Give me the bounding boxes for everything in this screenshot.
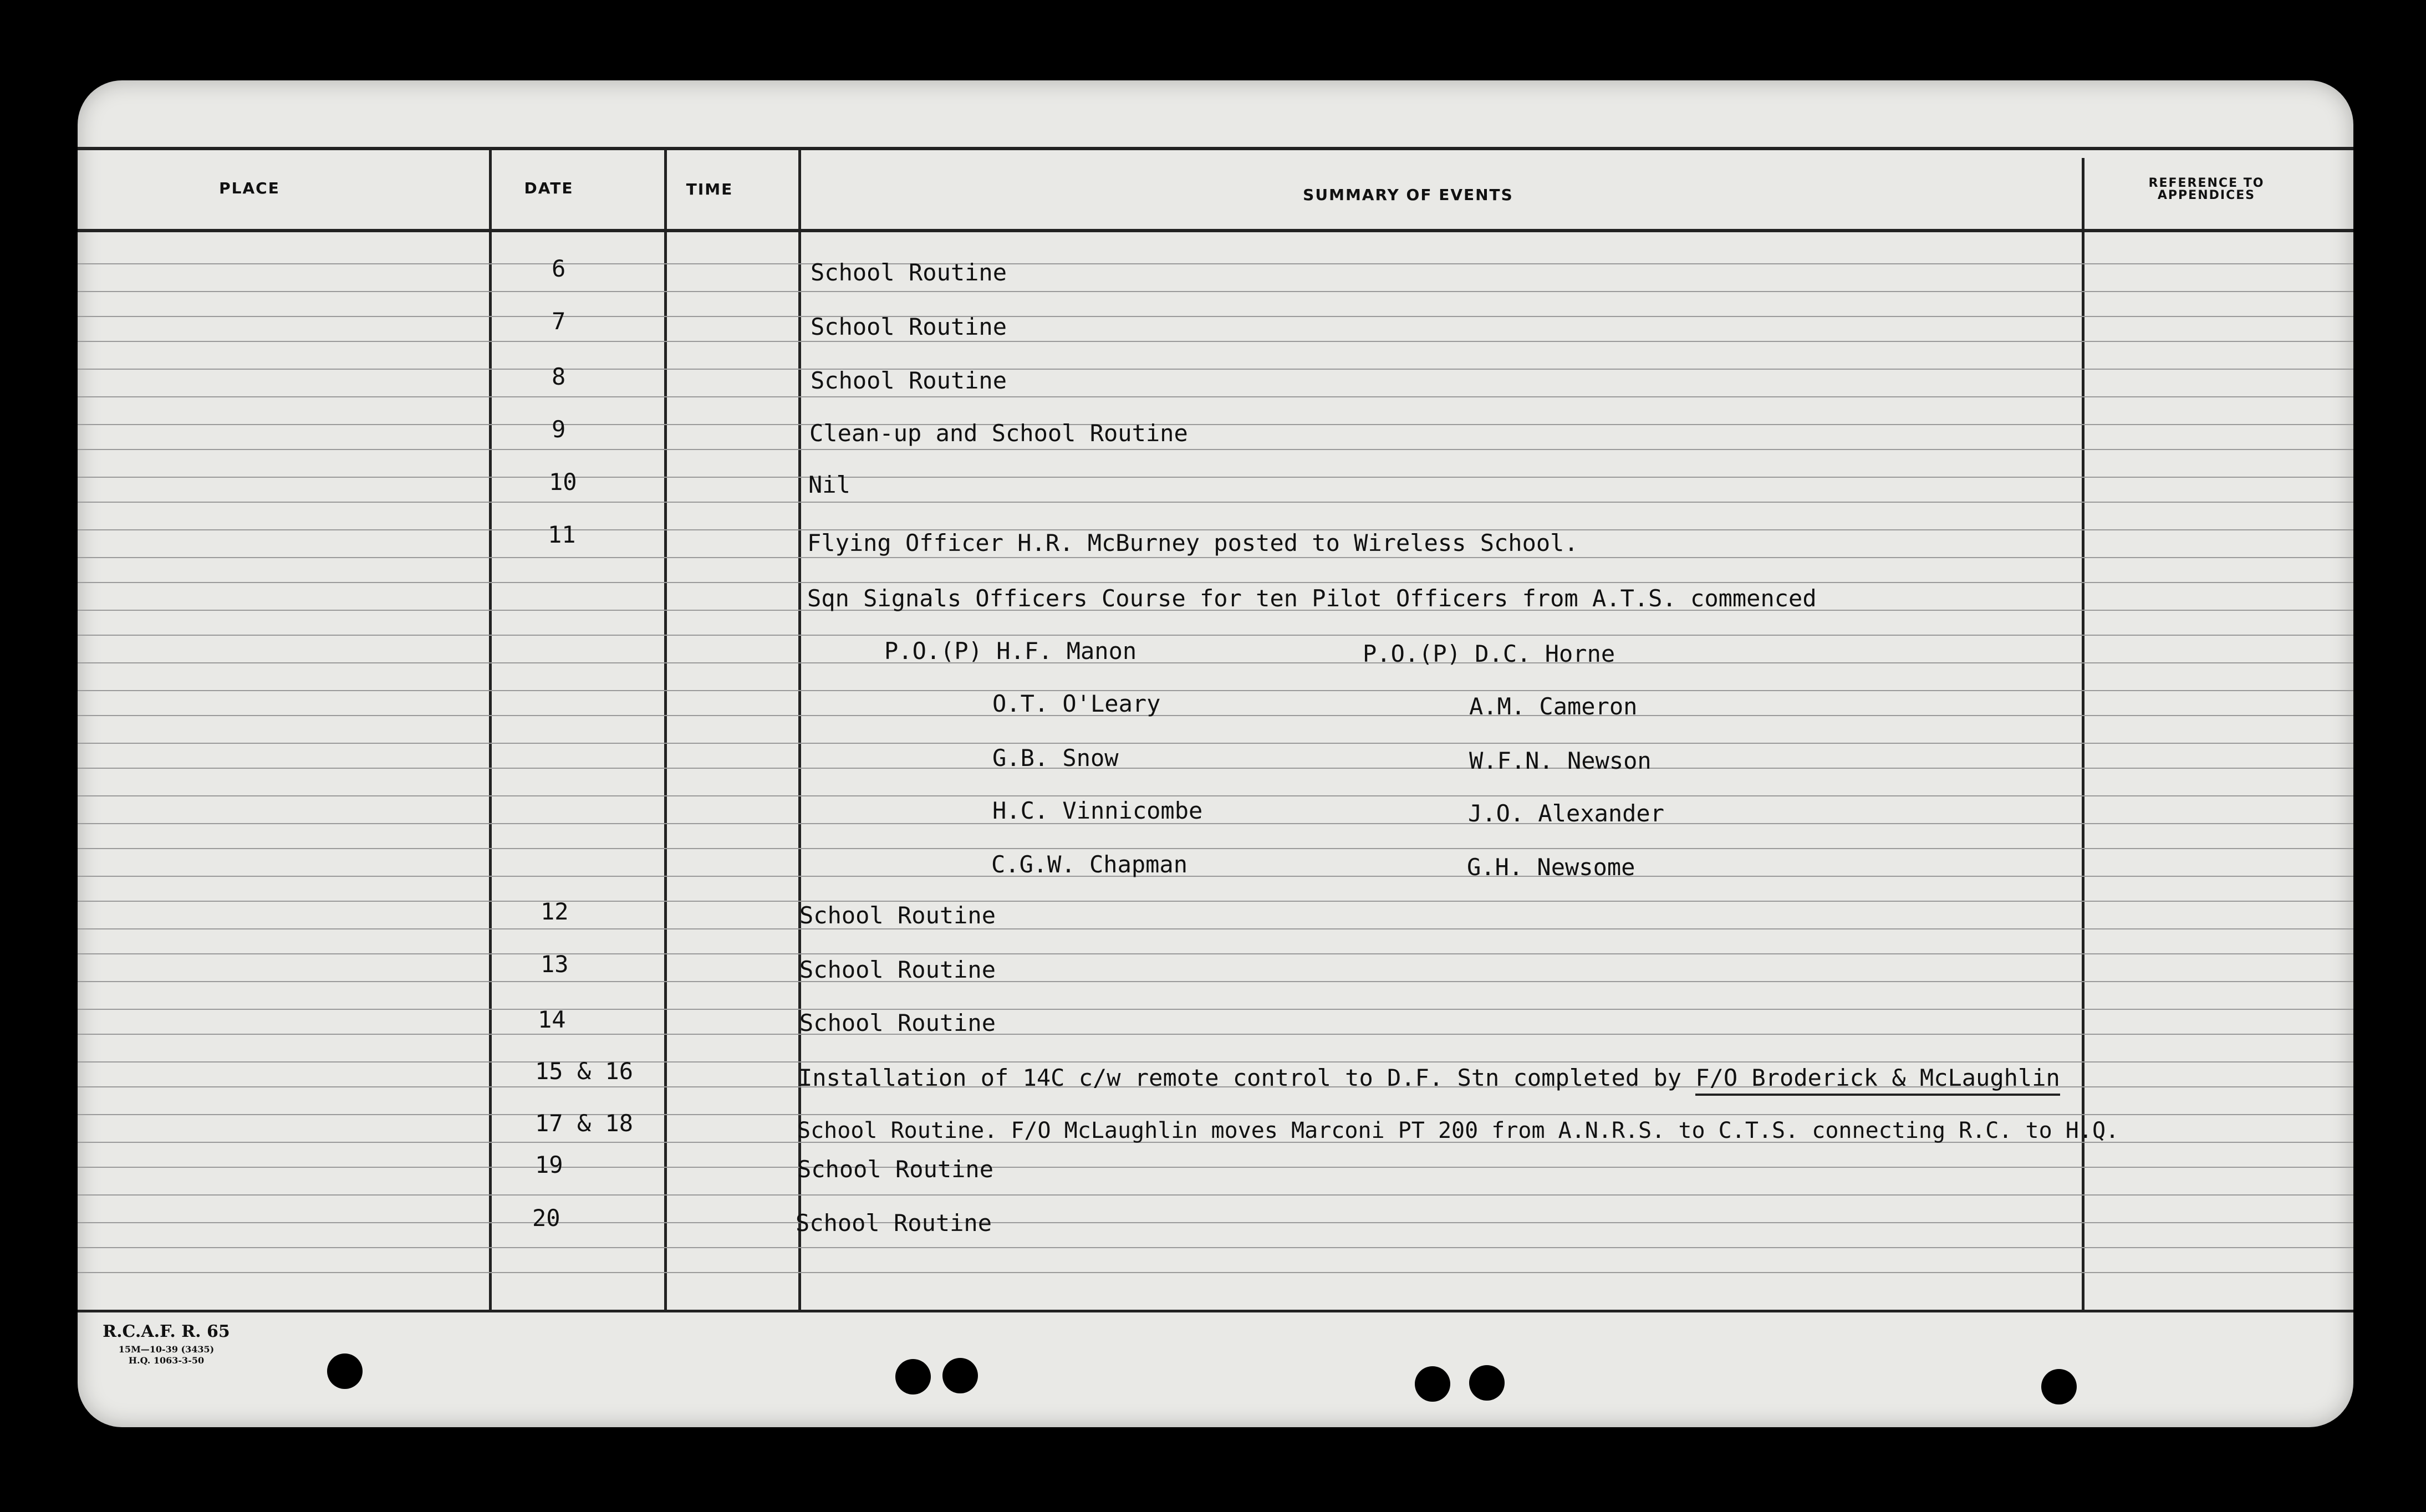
- entry-summary: [798, 1064, 2060, 1091]
- entry-summary: School Routine: [799, 902, 996, 929]
- punch-hole: [1415, 1366, 1450, 1402]
- officer-name: A.M. Cameron: [1469, 693, 1638, 720]
- form-print-line: H.Q. 1063-3-50: [128, 1355, 205, 1366]
- entry-date: 11: [548, 521, 576, 548]
- entry-date: 8: [552, 363, 566, 390]
- ruled-line: [78, 981, 2353, 982]
- entry-summary: School Routine: [796, 1209, 992, 1237]
- officer-name: J.O. Alexander: [1468, 800, 1665, 827]
- ruled-line: [78, 1222, 2353, 1223]
- ruled-line: [78, 795, 2353, 796]
- punch-hole: [1469, 1365, 1505, 1401]
- ruled-line: [78, 876, 2353, 877]
- ruled-line: [78, 1167, 2353, 1168]
- ruled-line: [78, 1009, 2353, 1010]
- ruled-line: [78, 1194, 2353, 1196]
- entry-summary: Clean-up and School Routine: [809, 420, 1188, 447]
- entry-date: 14: [538, 1006, 566, 1033]
- entry-summary: Sqn Signals Officers Course for ten Pilot Officers from A.T.S. commenced: [807, 585, 1817, 612]
- ruled-line: [78, 1247, 2353, 1248]
- diary-card: [78, 80, 2353, 1427]
- officer-name: P.O.(P) D.C. Horne: [1363, 640, 1615, 667]
- ruled-line: [78, 928, 2353, 929]
- punch-hole: [942, 1358, 978, 1393]
- punch-hole: [895, 1359, 931, 1394]
- ruled-line: [78, 662, 2353, 663]
- ruled-line: [78, 1034, 2353, 1035]
- officer-name: G.B. Snow: [992, 744, 1119, 772]
- ruled-line: [78, 953, 2353, 954]
- entry-summary: School Routine. F/O McLaughlin moves Marconi PT 200 from A.N.R.S. to C.T.S. connecting R.C. to H.Q.: [797, 1118, 2119, 1143]
- table-bottom-rule: [78, 1310, 2353, 1312]
- ruled-line: [78, 715, 2353, 716]
- ruled-line: [78, 823, 2353, 824]
- entry-date: 12: [541, 898, 569, 925]
- entry-summary: Flying Officer H.R. McBurney posted to Wireless School.: [807, 529, 1578, 556]
- entry-summary-text: Installation of 14C c/w remote control to D.F. Stn completed by: [798, 1064, 1682, 1091]
- header-time: TIME: [686, 180, 733, 198]
- ruled-line: [78, 1272, 2353, 1273]
- entry-summary-underlined: F/O Broderick & McLaughlin: [1695, 1064, 2060, 1096]
- ruled-line: [78, 263, 2353, 264]
- ruled-line: [78, 768, 2353, 769]
- entry-date: 19: [535, 1151, 563, 1178]
- officer-name: P.O.(P) H.F. Manon: [884, 637, 1137, 665]
- ruled-line: [78, 502, 2353, 503]
- punch-hole: [2041, 1369, 2077, 1404]
- form-number: R.C.A.F. R. 65: [103, 1322, 230, 1341]
- entry-date: 9: [552, 416, 566, 443]
- entry-date: 17 & 18: [535, 1110, 634, 1137]
- entry-summary: School Routine: [811, 313, 1007, 340]
- ruled-line: [78, 635, 2353, 636]
- officer-name: W.F.N. Newson: [1469, 747, 1652, 774]
- ruled-line: [78, 291, 2353, 292]
- entry-summary: Nil: [808, 471, 850, 498]
- ruled-line: [78, 582, 2353, 583]
- entry-summary: School Routine: [811, 367, 1007, 394]
- ruled-line: [78, 743, 2353, 744]
- column-divider-place-date: [489, 147, 492, 1311]
- entry-date: 10: [549, 468, 577, 496]
- column-divider-date-time: [664, 147, 667, 1311]
- entry-date: 20: [532, 1204, 560, 1232]
- ruled-line: [78, 901, 2353, 902]
- header-date: DATE: [524, 179, 574, 197]
- entry-date: 13: [541, 951, 569, 978]
- header-reference: REFERENCE TO APPENDICES: [2148, 176, 2265, 202]
- entry-summary: School Routine: [797, 1156, 994, 1183]
- ruled-line: [78, 396, 2353, 397]
- header-summary: SUMMARY OF EVENTS: [1303, 186, 1513, 204]
- entry-summary: School Routine: [811, 259, 1007, 286]
- ruled-line: [78, 424, 2353, 425]
- ruled-line: [78, 1061, 2353, 1063]
- ruled-line: [78, 477, 2353, 478]
- entry-date: 7: [552, 308, 566, 335]
- ruled-line: [78, 848, 2353, 849]
- ruled-line: [78, 369, 2353, 370]
- ruled-line: [78, 449, 2353, 450]
- ruled-line: [78, 316, 2353, 317]
- ruled-line: [78, 341, 2353, 342]
- officer-name: C.G.W. Chapman: [991, 851, 1188, 878]
- officer-name: H.C. Vinnicombe: [992, 797, 1203, 824]
- entry-date: 15 & 16: [535, 1058, 634, 1085]
- header-place: PLACE: [219, 179, 280, 197]
- entry-summary: School Routine: [799, 1009, 996, 1036]
- entry-date: 6: [552, 255, 566, 282]
- officer-name: O.T. O'Leary: [992, 690, 1161, 717]
- header-bottom-rule: [78, 229, 2353, 232]
- header-top-rule: [78, 147, 2353, 150]
- ruled-line: [78, 1114, 2353, 1115]
- officer-name: G.H. Newsome: [1467, 854, 1635, 881]
- form-print-line: 15M—10-39 (3435): [118, 1344, 215, 1355]
- ruled-line: [78, 557, 2353, 558]
- ruled-line: [78, 690, 2353, 691]
- entry-summary: School Routine: [799, 956, 996, 983]
- punch-hole: [327, 1353, 363, 1389]
